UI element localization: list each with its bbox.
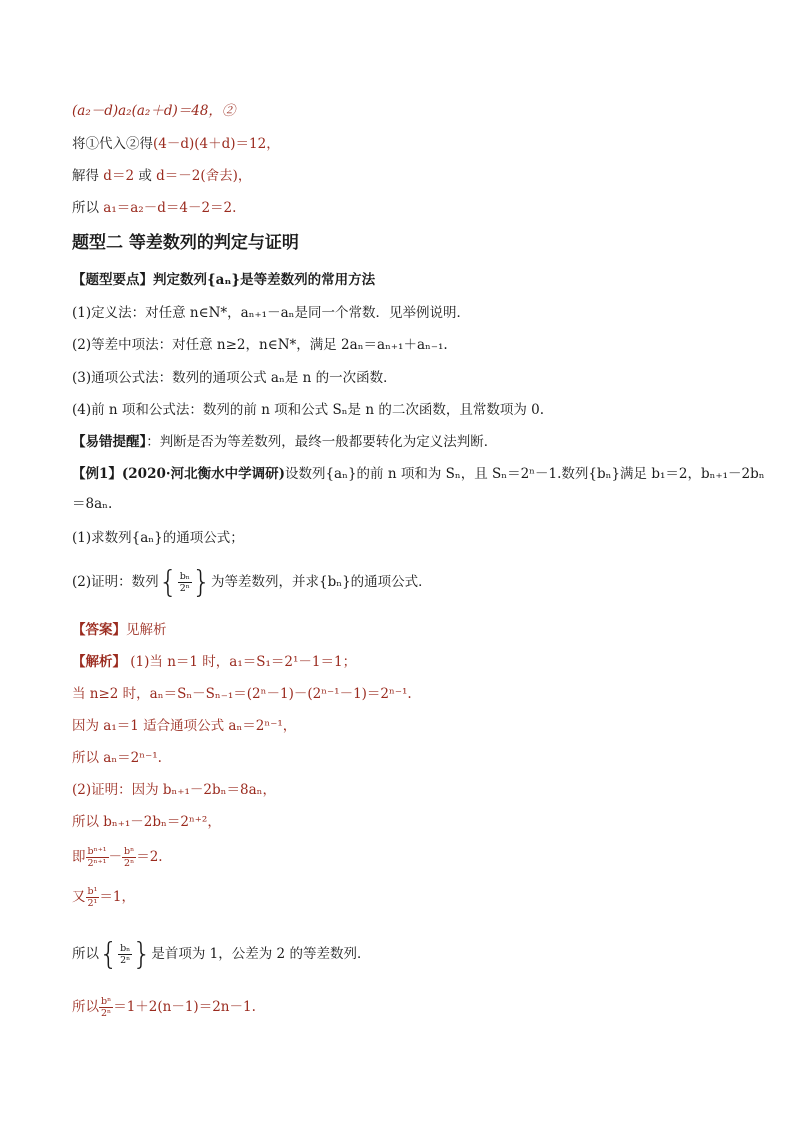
solution-line-8	[72, 880, 135, 914]
example-line-2: ＝8aₙ.	[72, 496, 113, 512]
right-brace: }	[191, 564, 212, 600]
text-segment: 所以	[72, 999, 99, 1015]
method-4: (4)前 n 项和公式法：数列的前 n 项和公式 Sₙ是 n 的二次函数，且常数项为 0.	[72, 402, 545, 418]
text-segment: 或	[134, 168, 157, 184]
text-segment: ＝1＋2(n－1)＝2n－1.	[113, 999, 256, 1015]
text-segment: 又	[72, 889, 86, 905]
text-segment: 所以	[72, 200, 104, 216]
section-heading: 题型二 等差数列的判定与证明	[72, 233, 299, 253]
answer-line	[72, 620, 167, 640]
answer-label: 【答案】	[72, 622, 126, 638]
key-points-text: 判定数列{aₙ}是等差数列的常用方法	[153, 272, 376, 288]
solution-line-3: 因为 a₁＝1 适合通项公式 aₙ＝2ⁿ⁻¹，	[72, 718, 297, 734]
example-source: (2020·河北衡水中学调研)	[121, 466, 285, 482]
warning-text: ：判断是否为等差数列，最终一般都要转化为定义法判断．	[146, 434, 498, 450]
fraction	[178, 571, 192, 594]
answer-text: 见解析	[126, 622, 167, 638]
text-segment: 所以	[72, 946, 99, 962]
math-segment: (4－d)(4＋d)＝12，	[153, 136, 280, 152]
solution-line-2: 当 n≥2 时，aₙ＝Sₙ－Sₙ₋₁＝(2ⁿ－1)－(2ⁿ⁻¹－1)＝2ⁿ⁻¹.	[72, 686, 412, 702]
fraction-numerator: bₙ	[179, 571, 190, 582]
fraction	[86, 886, 100, 909]
key-points-line	[72, 270, 375, 290]
equation-line-1: (a₂－d)a₂(a₂＋d)＝48，②	[72, 103, 236, 119]
fraction-denominator: 2ⁿ	[120, 955, 131, 966]
right-brace: }	[132, 936, 152, 972]
solution-line-1	[72, 652, 356, 672]
text-segment: 即	[72, 849, 86, 865]
fraction-denominator: 2ⁿ⁺¹	[87, 858, 107, 869]
method-2: (2)等差中项法：对任意 n≥2，n∈N*，满足 2aₙ＝aₙ₊₁＋aₙ₋₁.	[72, 337, 448, 353]
fraction-numerator: bⁿ	[124, 846, 135, 857]
minus-sign: －	[108, 849, 123, 865]
math-segment: d＝－2(舍去)，	[156, 168, 252, 184]
warning-line	[72, 432, 497, 452]
example-line-1	[72, 464, 765, 484]
fraction-denominator: 2ⁿ	[179, 583, 190, 594]
question-2	[72, 564, 432, 600]
solution-line-10	[72, 990, 256, 1024]
text-segment: ＝2.	[136, 849, 163, 865]
text-segment: 是首项为 1，公差为 2 的等差数列．	[151, 946, 371, 962]
equation-line-3	[72, 166, 251, 186]
fraction-numerator: bₙ	[120, 943, 131, 954]
warning-label: 【易错提醒】	[72, 434, 147, 450]
text-segment: ＝1，	[99, 889, 135, 905]
text-segment: 将①代入②得	[72, 136, 153, 152]
method-3: (3)通项公式法：数列的通项公式 aₙ是 n 的一次函数．	[72, 370, 397, 386]
solution-line-4: 所以 aₙ＝2ⁿ⁻¹.	[72, 750, 162, 766]
solution-line-7	[72, 840, 163, 874]
solution-label: 【解析】	[72, 654, 126, 670]
fraction-numerator: bⁿ⁺¹	[87, 846, 107, 857]
math-segment: a₁＝a₂－d＝4－2＝2.	[103, 200, 237, 216]
fraction-numerator: b¹	[87, 886, 98, 897]
solution-line-6: 所以 bₙ₊₁－2bₙ＝2ⁿ⁺²，	[72, 814, 221, 830]
text-segment: (2)证明：数列	[72, 574, 159, 590]
fraction	[118, 943, 132, 966]
fraction	[122, 846, 136, 869]
question-1: (1)求数列{aₙ}的通项公式；	[72, 530, 244, 546]
example-label: 【例1】	[72, 466, 122, 482]
fraction-numerator: bⁿ	[101, 996, 112, 1007]
fraction-denominator: 2¹	[87, 898, 98, 909]
equation-line-4	[72, 198, 236, 218]
method-1: (1)定义法：对任意 n∈N*，aₙ₊₁－aₙ是同一个常数．见举例说明．	[72, 305, 470, 321]
math-segment: d＝2	[103, 168, 135, 184]
equation-line-2	[72, 134, 280, 154]
left-brace: {	[99, 936, 119, 972]
text-segment: 解得	[72, 168, 104, 184]
fraction	[99, 996, 113, 1019]
solution-text: (1)当 n＝1 时，a₁＝S₁＝2¹－1＝1；	[126, 654, 357, 670]
left-brace: {	[158, 564, 178, 600]
text-segment: 为等差数列，并求{bₙ}的通项公式．	[211, 574, 432, 590]
fraction-denominator: 2ⁿ	[124, 858, 135, 869]
example-text: 设数列{aₙ}的前 n 项和为 Sₙ，且 Sₙ＝2ⁿ－1.数列{bₙ}满足 b₁＝2，bₙ₊₁－2bₙ	[284, 466, 765, 482]
fraction	[86, 846, 109, 869]
solution-line-9	[72, 936, 370, 972]
solution-line-5: (2)证明：因为 bₙ₊₁－2bₙ＝8aₙ，	[72, 782, 276, 798]
fraction-denominator: 2ⁿ	[101, 1008, 112, 1019]
key-points-label: 【题型要点】	[72, 272, 153, 288]
